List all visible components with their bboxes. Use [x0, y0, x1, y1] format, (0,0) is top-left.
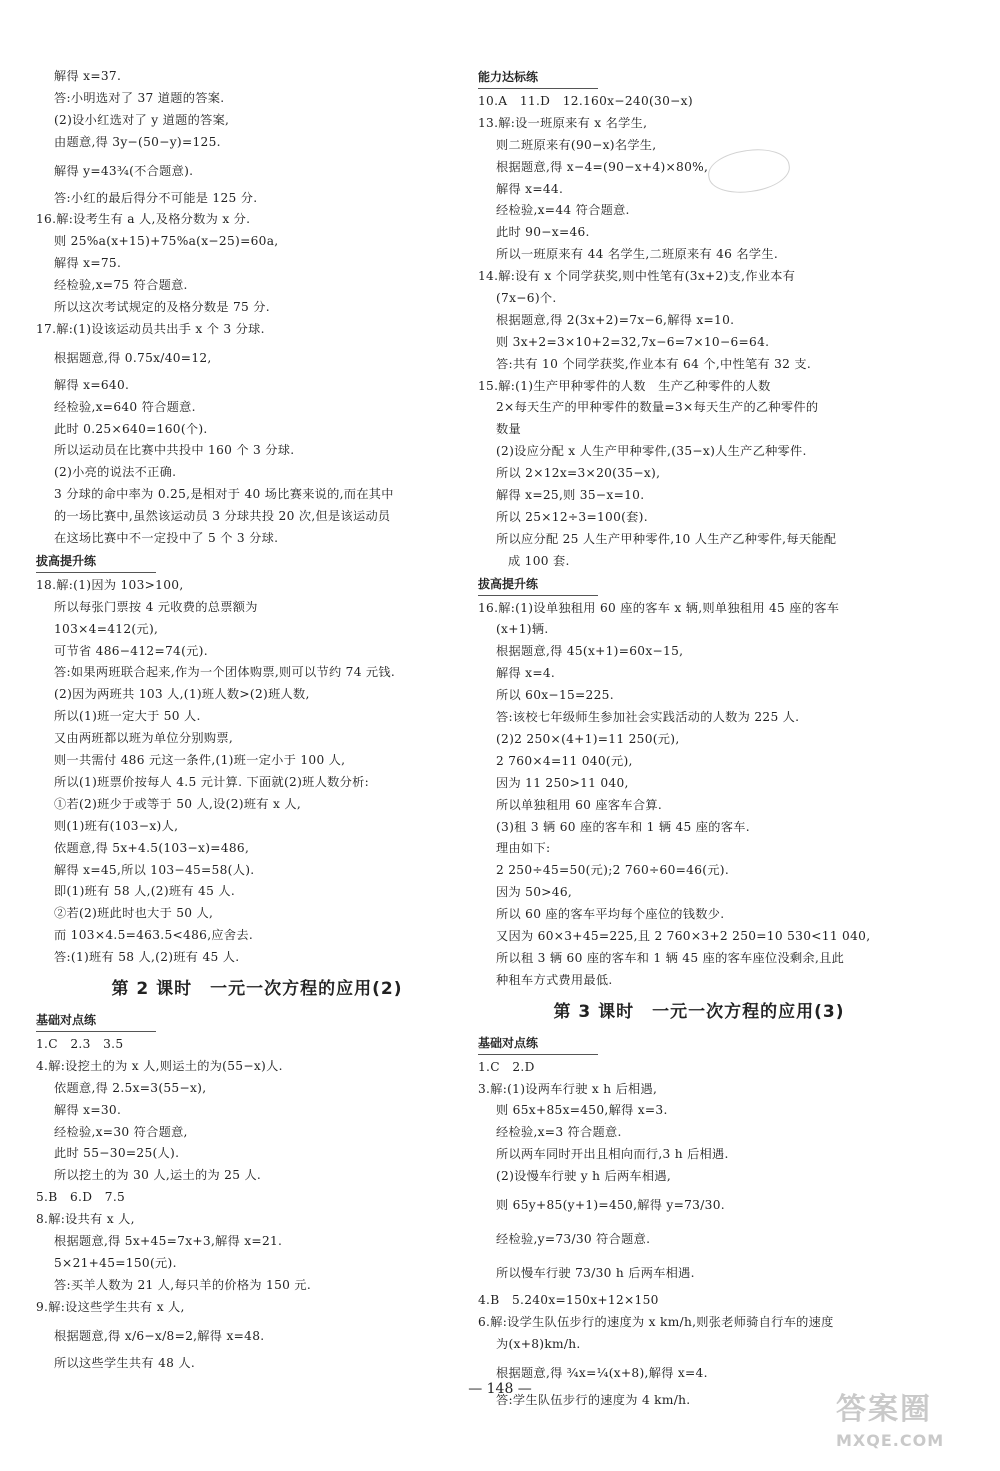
text-line: 经检验,x=30 符合题意, [54, 1124, 188, 1139]
text-line: 6.解:设学生队伍步行的速度为 x km/h,则张老师骑自行车的速度 [478, 1314, 834, 1329]
text-line: 所以每张门票按 4 元收费的总票额为 [54, 599, 258, 614]
lesson-title: 第 3 课时 一元一次方程的应用(3) [553, 1001, 845, 1022]
text-line: 根据题意,得 x−4=(90−x+4)×80%, [496, 159, 709, 174]
text-line: 可节省 486−412=74(元). [54, 643, 208, 658]
text-line: 根据题意,得 0.75x/40=12, [54, 350, 212, 365]
text-line: 则一共需付 486 元这一条件,(1)班一定小于 100 人, [54, 753, 346, 768]
section-heading: 基础对点练 [36, 1009, 156, 1032]
text-line: 则 25%a(x+15)+75%a(x−25)=60a, [54, 234, 279, 249]
text-line: 因为 11 250>11 040, [496, 775, 629, 790]
left-column [36, 66, 466, 1374]
text-line: 的一场比赛中,虽然该运动员 3 分球共投 20 次,但是该运动员 [54, 509, 391, 524]
text-line: (x+1)辆. [496, 622, 549, 637]
text-line: 所以挖土的为 30 人,运土的为 25 人. [54, 1168, 262, 1183]
text-line: 答:小红的最后得分不可能是 125 分. [54, 190, 258, 205]
text-line: 解得 x=30. [54, 1102, 122, 1117]
text-line: 所以两车同时开出且相向而行,3 h 后相遇. [496, 1147, 729, 1162]
text-line: 而 103×4.5=463.5<486,应舍去. [54, 928, 254, 943]
text-line: 根据题意,得 45(x+1)=60x−15, [496, 644, 684, 659]
text-line: 2×每天生产的甲种零件的数量=3×每天生产的乙种零件的 [496, 400, 819, 415]
text-line: 解得 x=75. [54, 256, 122, 271]
text-line: 解得 x=640. [54, 377, 130, 392]
text-line: 答:如果两班联合起来,作为一个团体购票,则可以节约 74 元钱. [54, 665, 396, 680]
text-line: 经检验,x=44 符合题意. [496, 203, 630, 218]
text-line: 所以运动员在比赛中共投中 160 个 3 分球. [54, 443, 295, 458]
text-line: 所以慢车行驶 73/30 h 后两车相遇. [496, 1265, 695, 1280]
text-line: 1.C 2.3 3.5 [36, 1036, 124, 1051]
watermark-text: 答案圈 [836, 1392, 932, 1427]
text-line: (2)设小红选对了 y 道题的答案, [54, 112, 230, 127]
text-line: 所以(1)班一定大于 50 人. [54, 709, 201, 724]
text-line: (3)租 3 辆 60 座的客车和 1 辆 45 座的客车. [496, 819, 750, 834]
text-line: 经检验,x=3 符合题意. [496, 1125, 622, 1140]
text-line: 则 3x+2=3×10+2=32,7x−6=7×10−6=64. [496, 334, 770, 349]
text-line: 所以 60 座的客车平均每个座位的钱数少. [496, 907, 725, 922]
text-line: 根据题意,得 x/6−x/8=2,解得 x=48. [54, 1328, 265, 1343]
text-line: 14.解:设有 x 个同学获奖,则中性笔有(3x+2)支,作业本有 [478, 269, 796, 284]
text-line: 由题意,得 3y−(50−y)=125. [54, 134, 221, 149]
text-line: 此时 90−x=46. [496, 225, 590, 240]
section-heading: 拔高提升练 [36, 550, 156, 573]
text-line: 因为 50>46, [496, 885, 573, 900]
text-line: 10.A 11.D 12.160x−240(30−x) [478, 94, 693, 108]
text-line: 所以这次考试规定的及格分数是 75 分. [54, 300, 270, 315]
section-heading: 拔高提升练 [478, 573, 598, 596]
text-line: 答:买羊人数为 21 人,每只羊的价格为 150 元. [54, 1277, 312, 1292]
text-line: 所以(1)班票价按每人 4.5 元计算. 下面就(2)班人数分析: [54, 774, 369, 789]
text-line: 2 760×4=11 040(元), [496, 753, 633, 768]
text-line: 在这场比赛中不一定投中了 5 个 3 分球. [54, 531, 279, 546]
text-line: 所以一班原来有 44 名学生,二班原来有 46 名学生. [496, 247, 779, 262]
text-line: 5.B 6.D 7.5 [36, 1190, 126, 1205]
text-line: 18.解:(1)因为 103>100, [36, 577, 184, 592]
text-line: 理由如下: [496, 841, 551, 856]
text-line: 根据题意,得 5x+45=7x+3,解得 x=21. [54, 1233, 283, 1248]
section-heading: 基础对点练 [478, 1032, 598, 1055]
text-line: 则二班原来有(90−x)名学生, [496, 137, 657, 152]
text-line: 则 65y+85(y+1)=450,解得 y=73/30. [496, 1197, 725, 1212]
text-line: 成 100 套. [508, 553, 570, 568]
text-line: 所以租 3 辆 60 座的客车和 1 辆 45 座的客车座位没剩余,且此 [496, 950, 845, 965]
text-line: 2 250÷45=50(元);2 760÷60=46(元). [496, 863, 730, 878]
text-line: 8.解:设共有 x 人, [36, 1212, 135, 1227]
text-line: 所以 25×12÷3=100(套). [496, 509, 648, 524]
text-line: 则 65x+85x=450,解得 x=3. [496, 1103, 668, 1118]
text-line: 又由两班都以班为单位分别购票, [54, 731, 233, 746]
text-line: 答:学生队伍步行的速度为 4 km/h. [496, 1392, 691, 1407]
text-line: 5×21+45=150(元). [54, 1255, 177, 1270]
text-line: 所以这些学生共有 48 人. [54, 1355, 196, 1370]
text-line: (2)因为两班共 103 人,(1)班人数>(2)班人数, [54, 687, 310, 702]
text-line: 9.解:设这些学生共有 x 人, [36, 1299, 185, 1314]
text-line: 解得 x=44. [496, 181, 564, 196]
text-line: 103×4=412(元), [54, 621, 159, 636]
text-line: 则(1)班有(103−x)人, [54, 818, 179, 833]
text-line: 所以应分配 25 人生产甲种零件,10 人生产乙种零件,每天能配 [496, 531, 837, 546]
text-line: 此时 0.25×640=160(个). [54, 421, 208, 436]
text-line: 所以 60x−15=225. [496, 688, 614, 703]
text-line: 经检验,y=73/30 符合题意. [496, 1231, 651, 1246]
text-line: ①若(2)班少于或等于 50 人,设(2)班有 x 人, [54, 796, 301, 811]
text-line: 13.解:设一班原来有 x 名学生, [478, 115, 648, 130]
text-line: 经检验,x=640 符合题意. [54, 399, 196, 414]
text-line: 4.B 5.240x=150x+12×150 [478, 1292, 659, 1307]
text-line: 15.解:(1)生产甲种零件的人数 生产乙种零件的人数 [478, 378, 771, 393]
text-line: 答:共有 10 个同学获奖,作业本有 64 个,中性笔有 32 支. [496, 356, 812, 371]
text-line: 解得 x=37. [54, 69, 122, 83]
section-heading: 能力达标练 [478, 66, 598, 89]
text-line: 根据题意,得 2(3x+2)=7x−6,解得 x=10. [496, 312, 735, 327]
text-line: 答:该校七年级师生参加社会实践活动的人数为 225 人. [496, 710, 800, 725]
text-line: 又因为 60×3+45=225,且 2 760×3+2 250=10 530<11 040, [496, 928, 871, 943]
text-line: 依题意,得 5x+4.5(103−x)=486, [54, 840, 250, 855]
text-line: 17.解:(1)设该运动员共出手 x 个 3 分球. [36, 321, 265, 336]
text-line: 16.解:(1)设单独租用 60 座的客车 x 辆,则单独租用 45 座的客车 [478, 600, 840, 615]
text-line: 16.解:设考生有 a 人,及格分数为 x 分. [36, 212, 251, 227]
text-line: (7x−6)个. [496, 291, 557, 306]
text-line: 解得 x=45,所以 103−45=58(人). [54, 862, 255, 877]
text-line: 3.解:(1)设两车行驶 x h 后相遇, [478, 1081, 658, 1096]
text-line: 种租车方式费用最低. [496, 972, 613, 987]
watermark-logo [836, 1390, 986, 1462]
text-line: 答:小明选对了 37 道题的答案. [54, 90, 225, 105]
text-line: 3 分球的命中率为 0.25,是相对于 40 场比赛来说的,而在其中 [54, 487, 394, 502]
text-line: 根据题意,得 ¾x=¼(x+8),解得 x=4. [496, 1365, 708, 1380]
text-line: 为(x+8)km/h. [496, 1336, 581, 1351]
text-line: 解得 x=25,则 35−x=10. [496, 488, 645, 503]
text-line: 解得 x=4. [496, 666, 556, 681]
text-line: ②若(2)班此时也大于 50 人, [54, 906, 214, 921]
text-line: (2)设应分配 x 人生产甲种零件,(35−x)人生产乙种零件. [496, 444, 807, 459]
text-line: 解得 y=43¾(不合题意). [54, 163, 194, 178]
text-line: 依题意,得 2.5x=3(55−x), [54, 1080, 207, 1095]
watermark-url: MXQE.COM [836, 1431, 945, 1450]
text-line: 所以 2×12x=3×20(35−x), [496, 466, 661, 481]
text-line: (2)设慢车行驶 y h 后两车相遇, [496, 1169, 672, 1184]
text-line: 4.解:设挖土的为 x 人,则运土的为(55−x)人. [36, 1058, 283, 1073]
text-line: (2)小亮的说法不正确. [54, 465, 177, 480]
page-number: — 148 — [468, 1381, 532, 1397]
text-line: (2)2 250×(4+1)=11 250(元), [496, 731, 680, 746]
text-line: 数量 [496, 422, 521, 437]
right-column [478, 66, 908, 1412]
text-line: 经检验,x=75 符合题意. [54, 278, 188, 293]
lesson-title: 第 2 课时 一元一次方程的应用(2) [111, 978, 403, 999]
text-line: 答:(1)班有 58 人,(2)班有 45 人. [54, 950, 240, 965]
text-line: 此时 55−30=25(人). [54, 1146, 180, 1161]
text-line: 1.C 2.D [478, 1059, 535, 1074]
text-line: 所以单独租用 60 座客车合算. [496, 797, 662, 812]
text-line: 即(1)班有 58 人,(2)班有 45 人. [54, 884, 235, 899]
